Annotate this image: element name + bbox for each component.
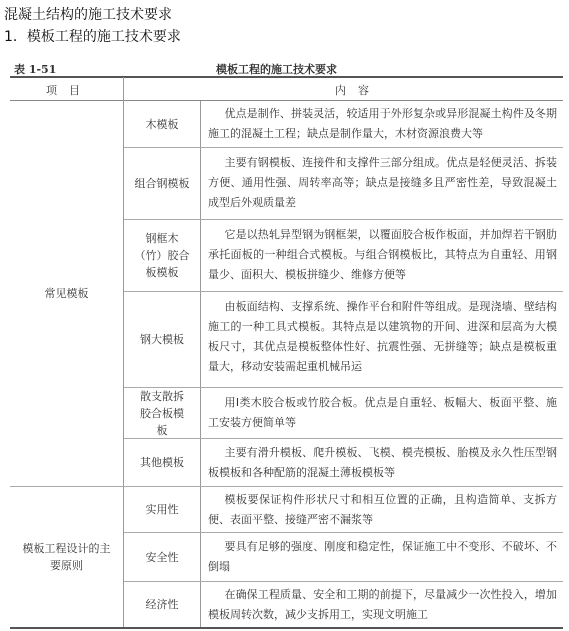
table-number: 表 1-51 [14,63,57,76]
table-caption: 模板工程的施工技术要求 [216,63,337,76]
row-name: 其他模板 [140,456,184,469]
group-name: 常见模板 [44,287,89,300]
row-name: 散支散拆胶合板模板 [140,389,184,437]
row-content: 由板面结构、支撑系统、操作平台和附件等组成。是现浇墙、壁结构施工的一种工具式模板。其特点是以建筑物的开间、进深和层高为大模板尺寸，其优点是模板整体性好、抗震性强、无拼缝等；缺点是模板重量大，移动安装需起重机械吊运 [208,300,557,373]
row-content: 优点是制作、拼装灵活，较适用于外形复杂或异形混凝土构件及冬期施工的混凝土工程；缺点是制作量大，木材资源浪费大等 [208,107,557,140]
row-content: 主要有滑升模板、爬升模板、飞模、模壳模板、胎模及永久性压型钢板模板和各种配筋的混凝土薄板模板等 [208,446,557,479]
row-name: 木模板 [145,117,179,131]
row-content: 用Ⅰ类木胶合板或竹胶合板。优点是自重轻、板幅大、板面平整、施工安装方便简单等 [208,396,557,429]
table-bottom-rule [10,627,563,629]
row-content: 主要有钢模板、连接件和支撑件三部分组成。优点是轻便灵活、拆装方便、通用性强、周转率高等；缺点是接缝多且严密性差，导致混凝土成型后外观质量差 [208,156,557,209]
section-heading: 1．模板工程的施工技术要求 [4,29,181,45]
row-content: 要具有足够的强度、刚度和稳定性，保证施工中不变形、不破坏、不倒塌 [208,540,557,573]
group-name: 模板工程设计的主要原则 [22,542,111,572]
row-content: 在确保工程质量、安全和工期的前提下，尽量减少一次性投入，增加模板周转次数，减少支拆用工，实现文明施工 [208,588,557,621]
row-name: 安全性 [145,550,179,564]
table-top-rule [10,76,563,78]
row-name: 组合钢模板 [134,177,190,190]
page-heading: 混凝土结构的施工技术要求 [4,7,172,23]
header-content: 内容 [335,84,381,97]
row-name: 实用性 [145,503,179,516]
row-divider [124,387,563,388]
header-item: 项目 [46,84,92,97]
row-content: 模板要保证构件形状尺寸和相互位置的正确，且构造简单、支拆方便、表面平整、接缝严密不漏浆等 [208,493,557,526]
row-content: 它是以热轧异型钢为钢框架，以覆面胶合板作板面，并加焊若干钢肋承托面板的一种组合式模板。与组合钢模板比，其特点为自重轻、用钢量少、面积大、模板拼缝少、维修方便等 [208,228,557,281]
row-name: 经济性 [145,598,179,611]
column-divider-2 [200,101,201,627]
row-name: 钢框木（竹）胶合板模板 [134,232,190,279]
row-name: 钢大模板 [140,333,184,346]
